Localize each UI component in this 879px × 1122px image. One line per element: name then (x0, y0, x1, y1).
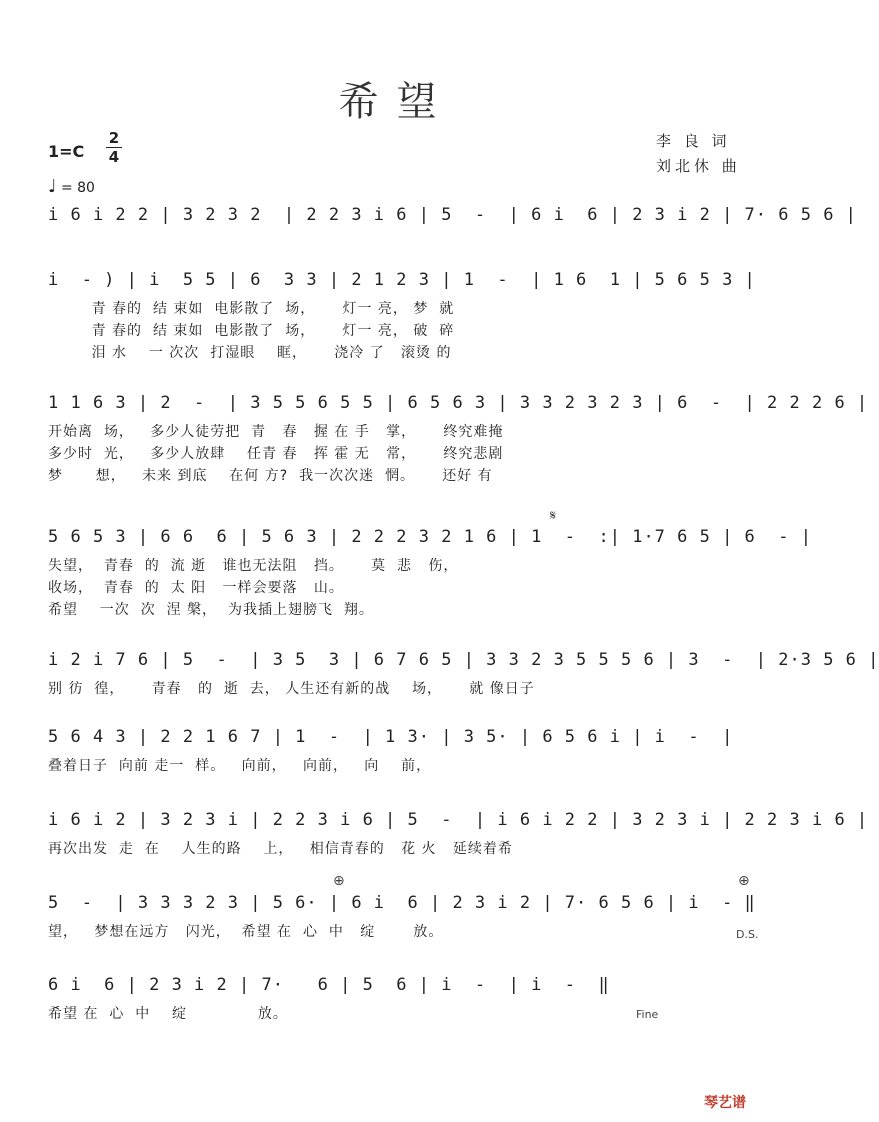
notation-line: 5 6 5 3 | 6 6 6 | 5 6 3 | 2 2 2 3 2 1 6 | 1 - :| 1·7 6 5 | 6 - | (48, 527, 812, 547)
brand-logo: 琴艺谱 (704, 1095, 746, 1111)
notation-line: i 2 i 7 6 | 5 - | 3 5 3 | 6 7 6 5 | 3 3 2 3 5 5 5 6 | 3 - | 2·3 5 6 | (48, 650, 879, 670)
notation-line: 5 - | 3 3 3 2 3 | 5 6· | 6 i 6 | 2 3 i 2 | 7· 6 5 6 | i - ‖ (48, 893, 756, 913)
coda-mark-1: ⊕ (333, 873, 345, 889)
notation-line: 1 1 6 3 | 2 - | 3 5 5 6 5 5 | 6 5 6 3 | 3 3 2 3 2 3 | 6 - | 2 2 2 6 | (48, 393, 869, 413)
lyric-line: 再次出发 走 在 人生的路 上， 相信青春的 花 火 延续着希 (48, 841, 513, 857)
fine-mark: Fine (636, 1008, 659, 1021)
lyric-line: 泪 水 一 次次 打湿眼 眶， 浇冷 了 滚烫 的 (48, 345, 452, 361)
lyric-line: 失望， 青春 的 流 逝 谁也无法阻 挡。 莫 悲 伤， (48, 558, 459, 574)
lyric-line: 开始离 场， 多少人徒劳把 青 春 握 在 手 掌， 终究难掩 (48, 424, 504, 440)
lyric-line: 多少时 光， 多少人放肆 任青 春 挥 霍 无 常， 终究悲剧 (48, 446, 504, 462)
lyric-line: 希望 在 心 中 绽 放。 (48, 1006, 288, 1022)
composer-credit: 刘北休 曲 (656, 157, 741, 175)
lyric-line: 梦 想， 未来 到底 在何 方? 我一次次迷 惘。 还好 有 (48, 468, 493, 484)
song-title: 希望 (338, 79, 455, 125)
lyric-line: 希望 一次 次 涅 槃， 为我插上翅膀飞 翔。 (48, 602, 374, 618)
time-signature (106, 130, 122, 165)
lyric-line: 叠着日子 向前 走一 样。 向前， 向前， 向 前， (48, 758, 432, 774)
lyric-line: 望， 梦想在远方 闪光， 希望 在 心 中 绽 放。 (48, 924, 444, 940)
notation-line: i 6 i 2 2 | 3 2 3 2 | 2 2 3 i 6 | 5 - | 6 i 6 | 2 3 i 2 | 7· 6 5 6 | (48, 205, 857, 225)
ds-mark: D.S. (736, 928, 759, 941)
lyric-line: 别 彷 徨， 青春 的 逝 去， 人生还有新的战 场， 就 像日子 (48, 681, 535, 697)
lyric-line: 青 春的 结 束如 电影散了 场， 灯一 亮， 梦 就 (48, 301, 455, 317)
time-bottom: 4 (108, 148, 120, 166)
quarter-note-icon: ♩ (48, 176, 57, 197)
lyric-line: 青 春的 结 束如 电影散了 场， 灯一 亮， 破 碎 (48, 323, 455, 339)
tempo-value: = 80 (60, 180, 95, 196)
time-top: 2 (108, 129, 120, 147)
notation-line: 5 6 4 3 | 2 2 1 6 7 | 1 - | 1 3· | 3 5· | 6 5 6 i | i - | (48, 727, 734, 747)
notation-line: i - ) | i 5 5 | 6 3 3 | 2 1 2 3 | 1 - | 1 6 1 | 5 6 5 3 | (48, 270, 756, 290)
lyric-line: 收场， 青春 的 太 阳 一样会要落 山。 (48, 580, 344, 596)
tempo-marking (48, 176, 95, 197)
notation-line: 6 i 6 | 2 3 i 2 | 7· 6 | 5 6 | i - | i - ‖ (48, 975, 610, 995)
notation-line: i 6 i 2 | 3 2 3 i | 2 2 3 i 6 | 5 - | i 6 i 2 2 | 3 2 3 i | 2 2 3 i 6 | (48, 810, 869, 830)
lyricist-credit: 李 良 词 (656, 132, 731, 150)
key-signature: 1=C (48, 142, 85, 161)
coda-mark-2: ⊕ (738, 873, 750, 889)
segno-mark: 𝄋 (550, 508, 557, 524)
